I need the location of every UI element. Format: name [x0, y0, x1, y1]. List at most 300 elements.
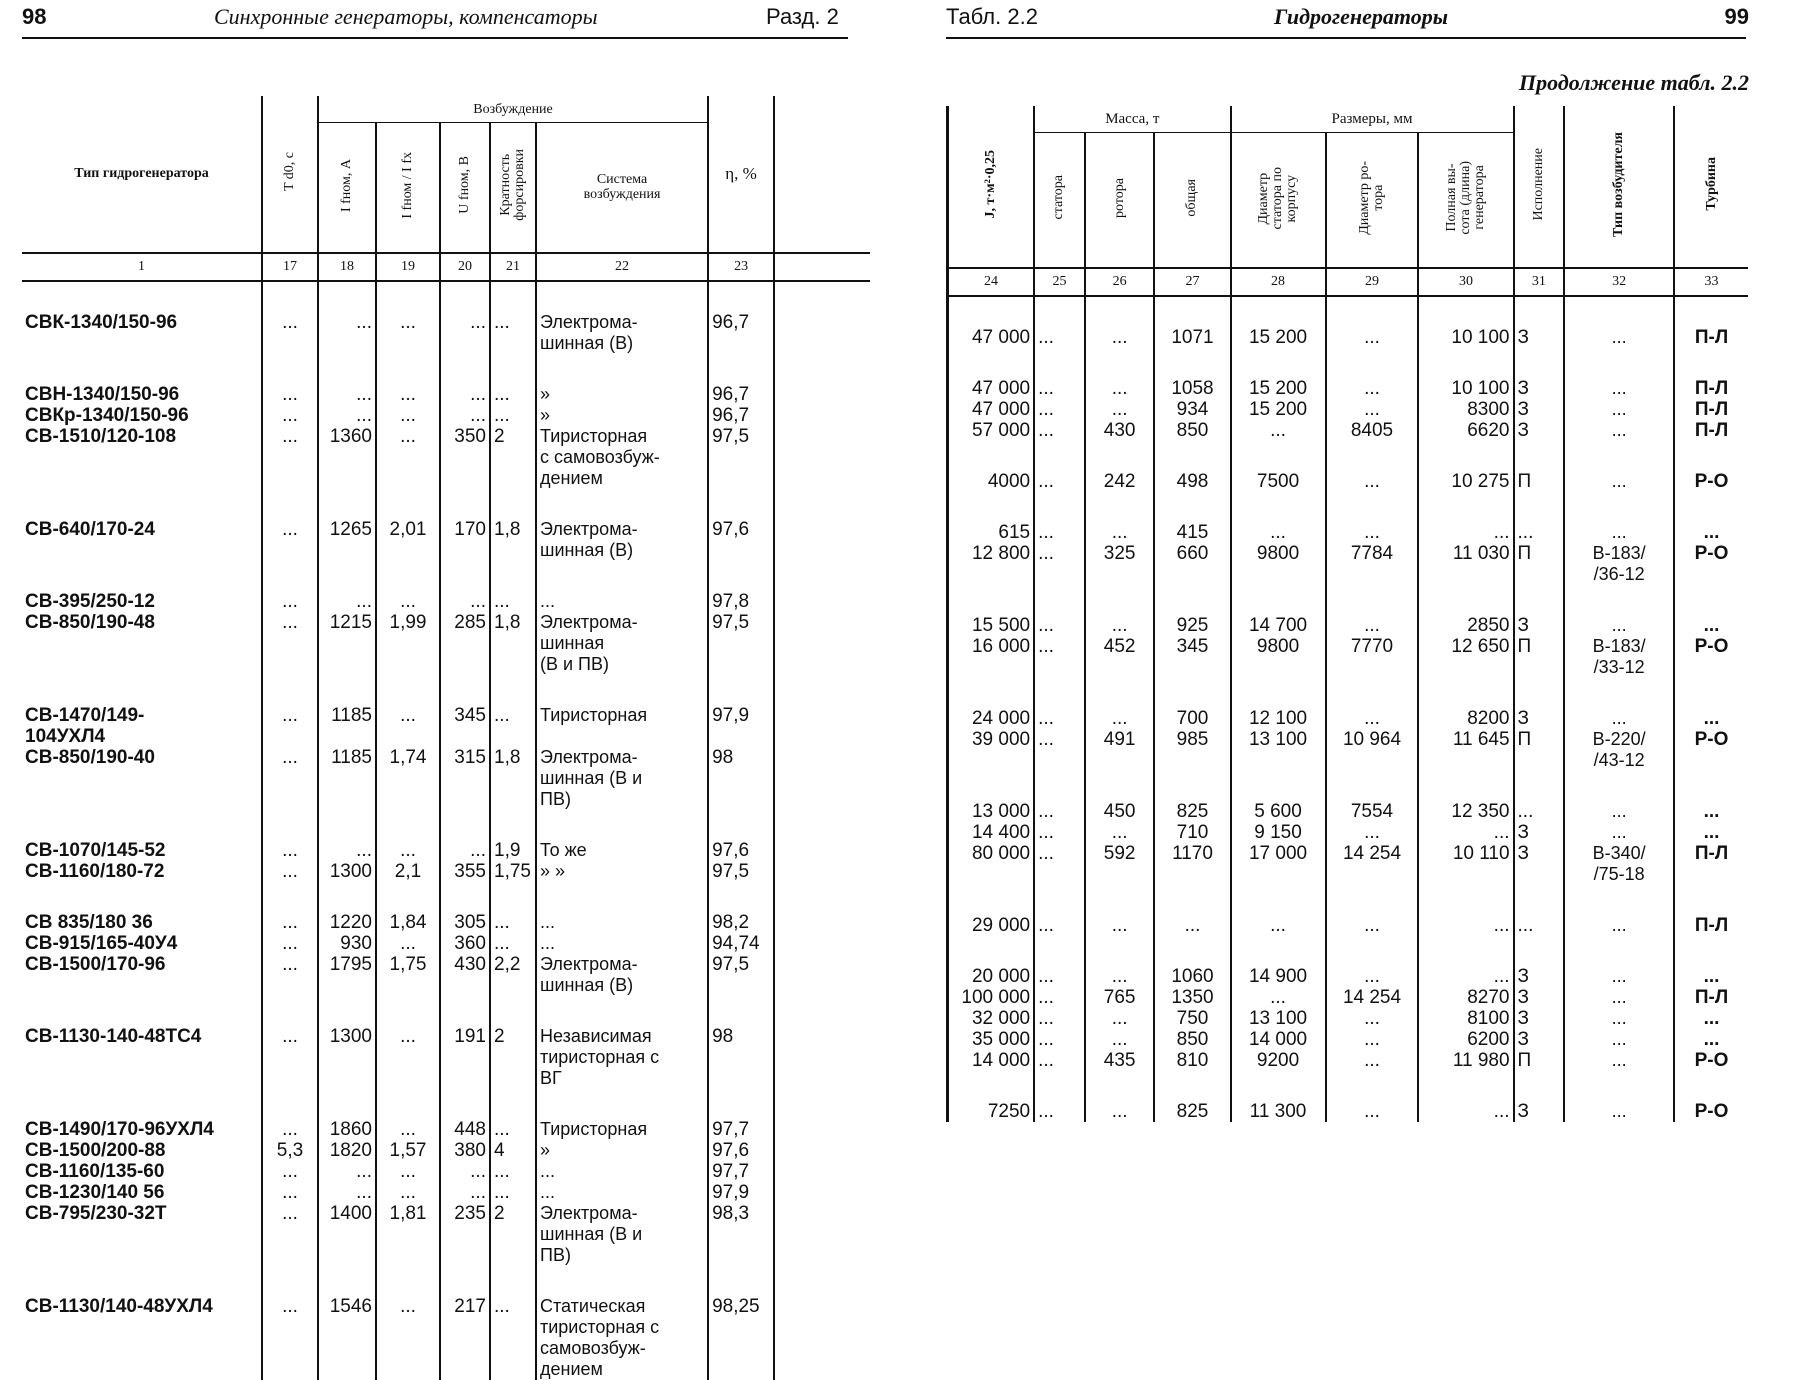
forcing: ...	[490, 312, 536, 354]
efficiency: 97,5	[708, 861, 774, 882]
execution: З	[1514, 378, 1565, 399]
spacer-cell	[440, 810, 490, 840]
forcing: ...	[490, 1119, 536, 1140]
table-row	[22, 933, 870, 954]
spacer-cell	[708, 1266, 774, 1296]
spacer-cell	[1326, 885, 1419, 915]
table-row	[948, 615, 1749, 636]
spacer-cell	[490, 996, 536, 1026]
spacer-cell	[1034, 678, 1085, 708]
spacer-cell	[1564, 885, 1674, 915]
rotor-diameter: ...	[1326, 471, 1419, 492]
table-label: Табл. 2.2	[946, 4, 1038, 29]
spacer-cell	[490, 281, 536, 312]
inom: ...	[318, 591, 376, 612]
spacer-cell	[1418, 492, 1513, 522]
excitation-system: Тиристорная	[536, 705, 708, 747]
stator-diameter: 9800	[1231, 543, 1326, 585]
spacer-cell	[440, 561, 490, 591]
spacer-cell	[1514, 296, 1565, 327]
header-rule	[22, 37, 848, 39]
rotor-mass: 325	[1085, 543, 1155, 585]
spacer-cell	[1154, 678, 1230, 708]
exciter-type: В-220/ /43-12	[1564, 729, 1674, 771]
total-mass: 498	[1154, 471, 1230, 492]
stator-diameter: 14 900	[1231, 966, 1326, 987]
tdo: ...	[262, 1026, 318, 1089]
turbine: П-Л	[1674, 327, 1748, 348]
stator-mass: ...	[1034, 729, 1085, 771]
turbine: ...	[1674, 801, 1748, 822]
turbine: Р-О	[1674, 636, 1748, 678]
inertia: 14 400	[948, 822, 1035, 843]
inertia: 14 000	[948, 1050, 1035, 1071]
stator-mass: ...	[1034, 801, 1085, 822]
inertia: 29 000	[948, 915, 1035, 936]
table-row	[948, 708, 1749, 729]
stator-diameter: 9 150	[1231, 822, 1326, 843]
spacer-cell	[536, 810, 708, 840]
turbine: Р-О	[1674, 543, 1748, 585]
column-number: 25	[1034, 268, 1085, 296]
exciter-type: В-183/ /33-12	[1564, 636, 1674, 678]
inom: 1860	[318, 1119, 376, 1140]
turbine: ...	[1674, 822, 1748, 843]
spacer-cell	[1326, 678, 1419, 708]
efficiency: 98	[708, 747, 774, 810]
rotor-diameter: ...	[1326, 708, 1419, 729]
blank-cell	[774, 1296, 870, 1380]
forcing: 1,8	[490, 747, 536, 810]
exciter-type: ...	[1564, 1050, 1674, 1071]
spacer-cell	[440, 882, 490, 912]
spacer-cell	[1085, 936, 1155, 966]
generator-type: СВ-640/170-24	[25, 518, 155, 540]
exciter-type: ...	[1564, 471, 1674, 492]
tdo: ...	[262, 1203, 318, 1266]
spacer-cell	[262, 810, 318, 840]
col-group-mass: Масса, т	[1034, 106, 1230, 133]
generator-type: СВ-1130/140-48УХЛ4	[25, 1295, 213, 1317]
stator-diameter: 9200	[1231, 1050, 1326, 1071]
tdo: ...	[262, 384, 318, 405]
spacer-cell	[1514, 771, 1565, 801]
blank-cell	[774, 1026, 870, 1089]
stator-diameter: 15 200	[1231, 378, 1326, 399]
spacer-cell	[22, 354, 262, 384]
spacer-cell	[262, 489, 318, 519]
excitation-system: ...	[536, 1182, 708, 1203]
tdo: ...	[262, 1296, 318, 1380]
spacer-cell	[1674, 441, 1748, 471]
turbine: ...	[1674, 615, 1748, 636]
spacer-cell	[1418, 771, 1513, 801]
stator-mass: ...	[1034, 522, 1085, 543]
spacer-cell	[708, 996, 774, 1026]
ratio: 2,01	[376, 519, 440, 561]
exciter-type: ...	[1564, 378, 1674, 399]
spacer-cell	[490, 675, 536, 705]
excitation-system: ...	[536, 933, 708, 954]
excitation-system: »	[536, 384, 708, 405]
height: 8270	[1418, 987, 1513, 1008]
tdo: ...	[262, 612, 318, 675]
ufnom: 430	[440, 954, 490, 996]
ratio: ...	[376, 1026, 440, 1089]
forcing: ...	[490, 384, 536, 405]
efficiency: 96,7	[708, 384, 774, 405]
height: ...	[1418, 822, 1513, 843]
spacer-cell	[262, 561, 318, 591]
spacer-cell	[1418, 296, 1513, 327]
stator-diameter: 7500	[1231, 471, 1326, 492]
spacer-cell	[1514, 936, 1565, 966]
ufnom: ...	[440, 312, 490, 354]
generator-type: СВ-1500/200-88	[25, 1139, 166, 1161]
spacer-cell	[318, 354, 376, 384]
spacer-cell	[376, 882, 440, 912]
spacer-cell	[262, 1089, 318, 1119]
table-row	[948, 822, 1749, 843]
spacer-cell	[1034, 936, 1085, 966]
excitation-system: »	[536, 1140, 708, 1161]
spacer-cell	[262, 354, 318, 384]
ufnom: 170	[440, 519, 490, 561]
forcing: ...	[490, 933, 536, 954]
efficiency: 97,5	[708, 612, 774, 675]
generator-type: СВ-1490/170-96УХЛ4	[25, 1118, 214, 1140]
spacer-cell	[774, 675, 870, 705]
ratio: ...	[376, 1182, 440, 1203]
execution: З	[1514, 399, 1565, 420]
spacer-cell	[1034, 441, 1085, 471]
spacer-cell	[318, 675, 376, 705]
spacer-cell	[774, 810, 870, 840]
section-label: Разд. 2	[766, 4, 839, 29]
spacer-cell	[22, 281, 262, 312]
table-row	[948, 1050, 1749, 1071]
spacer-cell	[1418, 936, 1513, 966]
exciter-type: ...	[1564, 522, 1674, 543]
tdo: ...	[262, 1182, 318, 1203]
spacer-cell	[376, 354, 440, 384]
table-row	[22, 861, 870, 882]
stator-diameter: 13 100	[1231, 729, 1326, 771]
table-row	[948, 420, 1749, 441]
turbine: П-Л	[1674, 399, 1748, 420]
rotor-diameter: ...	[1326, 1029, 1419, 1050]
inertia: 16 000	[948, 636, 1035, 678]
total-mass: 750	[1154, 1008, 1230, 1029]
table-row	[948, 1101, 1749, 1122]
column-number: 17	[262, 253, 318, 281]
efficiency: 97,6	[708, 840, 774, 861]
spacer-cell	[1418, 585, 1513, 615]
tdo: ...	[262, 933, 318, 954]
table-row	[948, 399, 1749, 420]
tdo: ...	[262, 861, 318, 882]
efficiency: 96,7	[708, 405, 774, 426]
rotor-mass: ...	[1085, 327, 1155, 348]
ufnom: 360	[440, 933, 490, 954]
generator-type: СВ-1070/145-52	[25, 839, 166, 861]
ufnom: 448	[440, 1119, 490, 1140]
stator-diameter: ...	[1231, 915, 1326, 936]
page-number: 98	[22, 4, 47, 29]
rotor-diameter: ...	[1326, 327, 1419, 348]
col-header-inertia: J, т·м²·0,25	[948, 106, 1035, 268]
blank-cell	[774, 747, 870, 810]
execution: П	[1514, 1050, 1565, 1071]
table-row	[948, 729, 1749, 771]
inertia: 80 000	[948, 843, 1035, 885]
spacer-cell	[708, 489, 774, 519]
spacer-cell	[440, 1089, 490, 1119]
ufnom: 285	[440, 612, 490, 675]
blank-cell	[774, 1140, 870, 1161]
tdo: ...	[262, 1119, 318, 1140]
table-row	[22, 1296, 870, 1380]
table-row	[22, 747, 870, 810]
table-row	[948, 543, 1749, 585]
execution: П	[1514, 543, 1565, 585]
ratio: ...	[376, 405, 440, 426]
spacer-cell	[536, 1089, 708, 1119]
ratio: 1,84	[376, 912, 440, 933]
spacer-cell	[1674, 771, 1748, 801]
height: 8100	[1418, 1008, 1513, 1029]
inom: 1185	[318, 747, 376, 810]
rotor-mass: ...	[1085, 522, 1155, 543]
efficiency: 98,25	[708, 1296, 774, 1380]
col-header-eff: η, %	[708, 96, 774, 253]
inom: 1215	[318, 612, 376, 675]
column-number: 27	[1154, 268, 1230, 296]
spacer-cell	[948, 492, 1035, 522]
turbine: П-Л	[1674, 843, 1748, 885]
inertia: 15 500	[948, 615, 1035, 636]
blank-cell	[774, 591, 870, 612]
spacer-cell	[318, 561, 376, 591]
excitation-system: Независимая тиристорная с ВГ	[536, 1026, 708, 1089]
table-row	[948, 987, 1749, 1008]
spacer-cell	[1085, 885, 1155, 915]
table-row	[22, 1203, 870, 1266]
inom: 1400	[318, 1203, 376, 1266]
spacer-cell	[1564, 936, 1674, 966]
rotor-mass: 765	[1085, 987, 1155, 1008]
spacer-cell	[774, 1089, 870, 1119]
table-row	[948, 522, 1749, 543]
execution: З	[1514, 966, 1565, 987]
stator-mass: ...	[1034, 1029, 1085, 1050]
spacer-cell	[948, 296, 1035, 327]
spacer-cell	[1514, 678, 1565, 708]
exciter-type: ...	[1564, 420, 1674, 441]
inertia: 39 000	[948, 729, 1035, 771]
spacer-cell	[1154, 1071, 1230, 1101]
spacer-cell	[1418, 1071, 1513, 1101]
execution: З	[1514, 822, 1565, 843]
spacer-cell	[1085, 585, 1155, 615]
ufnom: ...	[440, 405, 490, 426]
rotor-mass: ...	[1085, 915, 1155, 936]
spacer-cell	[440, 354, 490, 384]
spacer-cell	[536, 489, 708, 519]
total-mass: 810	[1154, 1050, 1230, 1071]
forcing: 2	[490, 1026, 536, 1089]
turbine: Р-О	[1674, 1050, 1748, 1071]
spacer-cell	[1231, 1071, 1326, 1101]
spacer-cell	[708, 561, 774, 591]
table-row	[948, 636, 1749, 678]
height: 6200	[1418, 1029, 1513, 1050]
height: ...	[1418, 915, 1513, 936]
inertia: 32 000	[948, 1008, 1035, 1029]
col-header-ratio: I fном / I fx	[376, 123, 440, 253]
blank-cell	[774, 405, 870, 426]
forcing: 2,2	[490, 954, 536, 996]
spacer-cell	[948, 885, 1035, 915]
spacer-cell	[262, 1266, 318, 1296]
forcing: ...	[490, 405, 536, 426]
spacer-cell	[22, 1089, 262, 1119]
spacer-cell	[708, 1089, 774, 1119]
blank-cell	[774, 840, 870, 861]
spacer-cell	[948, 678, 1035, 708]
spacer-cell	[1231, 296, 1326, 327]
execution: ...	[1514, 801, 1565, 822]
execution: З	[1514, 420, 1565, 441]
rotor-mass: 450	[1085, 801, 1155, 822]
height: 10 275	[1418, 471, 1513, 492]
generator-type: СВ-1470/149- 104УХЛ4	[25, 704, 145, 747]
ratio: ...	[376, 705, 440, 747]
exciter-type: ...	[1564, 327, 1674, 348]
ufnom: 315	[440, 747, 490, 810]
spacer-cell	[1564, 1071, 1674, 1101]
total-mass: 825	[1154, 1101, 1230, 1122]
spacer-cell	[1514, 585, 1565, 615]
column-number: 32	[1564, 268, 1674, 296]
spacer-cell	[948, 348, 1035, 378]
spacer-cell	[376, 561, 440, 591]
stator-diameter: 12 100	[1231, 708, 1326, 729]
blank-cell	[774, 954, 870, 996]
forcing: 1,75	[490, 861, 536, 882]
execution: П	[1514, 471, 1565, 492]
spacer-cell	[490, 1266, 536, 1296]
blank-cell	[774, 612, 870, 675]
table-row	[948, 1008, 1749, 1029]
spacer-cell	[318, 489, 376, 519]
total-mass: 925	[1154, 615, 1230, 636]
inertia: 47 000	[948, 399, 1035, 420]
spacer-cell	[1231, 441, 1326, 471]
blank-cell	[774, 1203, 870, 1266]
ratio: 2,1	[376, 861, 440, 882]
rotor-mass: ...	[1085, 378, 1155, 399]
exciter-type: В-183/ /36-12	[1564, 543, 1674, 585]
excitation-system: ...	[536, 591, 708, 612]
spacer-cell	[1231, 585, 1326, 615]
blank-cell	[774, 1119, 870, 1140]
forcing: 2	[490, 426, 536, 489]
generator-type: СВ 835/180 36	[25, 911, 153, 933]
ratio: ...	[376, 1119, 440, 1140]
efficiency: 94,74	[708, 933, 774, 954]
inom: 1795	[318, 954, 376, 996]
execution: З	[1514, 987, 1565, 1008]
ratio: 1,75	[376, 954, 440, 996]
stator-mass: ...	[1034, 615, 1085, 636]
ufnom: 350	[440, 426, 490, 489]
inom: 1185	[318, 705, 376, 747]
execution: З	[1514, 615, 1565, 636]
spacer-cell	[440, 489, 490, 519]
spacer-cell	[1326, 492, 1419, 522]
col-header-execution: Исполнение	[1514, 106, 1565, 268]
spacer-cell	[262, 675, 318, 705]
stator-mass: ...	[1034, 471, 1085, 492]
column-number: 29	[1326, 268, 1419, 296]
total-mass: 415	[1154, 522, 1230, 543]
total-mass: 1071	[1154, 327, 1230, 348]
total-mass: 1350	[1154, 987, 1230, 1008]
tdo: ...	[262, 519, 318, 561]
spacer-cell	[376, 489, 440, 519]
generator-type: СВ-1510/120-108	[25, 425, 177, 447]
table-row	[948, 327, 1749, 348]
ufnom: ...	[440, 384, 490, 405]
spacer-cell	[490, 882, 536, 912]
total-mass: 345	[1154, 636, 1230, 678]
spacer-cell	[1674, 585, 1748, 615]
spacer-cell	[1564, 296, 1674, 327]
height: 6620	[1418, 420, 1513, 441]
spacer-cell	[708, 354, 774, 384]
spacer-cell	[440, 281, 490, 312]
stator-mass: ...	[1034, 420, 1085, 441]
efficiency: 97,5	[708, 426, 774, 489]
inertia: 615	[948, 522, 1035, 543]
height: 10 100	[1418, 327, 1513, 348]
spacer-cell	[1564, 678, 1674, 708]
column-number: 28	[1231, 268, 1326, 296]
forcing: ...	[490, 912, 536, 933]
spacer-cell	[1514, 885, 1565, 915]
stator-diameter: 14 000	[1231, 1029, 1326, 1050]
inom: ...	[318, 384, 376, 405]
spacer-cell	[1674, 885, 1748, 915]
col-header-rotor-mass: ротора	[1085, 133, 1155, 268]
blank-cell	[774, 861, 870, 882]
tdo: ...	[262, 912, 318, 933]
ufnom: 380	[440, 1140, 490, 1161]
spacer-cell	[708, 281, 774, 312]
generator-table-right	[946, 106, 1748, 1122]
total-mass: 1170	[1154, 843, 1230, 885]
excitation-system: Тиристорная	[536, 1119, 708, 1140]
spacer-cell	[1674, 492, 1748, 522]
execution: П	[1514, 729, 1565, 771]
table-row	[22, 384, 870, 405]
table-row	[22, 1161, 870, 1182]
execution: ...	[1514, 522, 1565, 543]
turbine: ...	[1674, 522, 1748, 543]
col-group-dimensions: Размеры, мм	[1231, 106, 1514, 133]
spacer-cell	[1326, 936, 1419, 966]
